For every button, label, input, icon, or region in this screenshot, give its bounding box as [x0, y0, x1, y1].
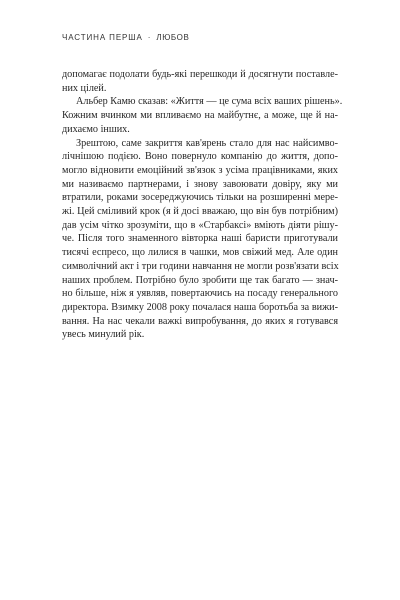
- text-line: но більше, ніж я уявляв, повертаючись на посаду генерального: [62, 288, 338, 300]
- text-line: Кожним вчинком ми впливаємо на майбутнє, а може, ще й на-: [62, 110, 338, 122]
- text-line: дав усім чітко зрозуміти, що в «Старбаксі» вміють діяти рішу-: [62, 219, 338, 231]
- running-head-chapter: ЛЮБОВ: [156, 33, 190, 42]
- text-line: че. Після того знаменного вівторка наші баристи приготували: [62, 233, 338, 245]
- text-line: жі. Цей сміливий крок (я й досі вважаю, що він був потрібним): [62, 206, 338, 218]
- paragraph-3: [62, 137, 338, 343]
- paragraph-2: [62, 95, 343, 136]
- text-line: наших проблем. Потрібно було зробити ще так багато — знач-: [62, 274, 338, 286]
- text-line: могло відновити емоційний зв'язок з усіма працівниками, яких: [62, 164, 338, 176]
- text-line: втратили, роками зосереджуючись тільки на розширенні мере-: [62, 192, 338, 204]
- text-line: ми називаємо партнерами, і знову завоювати довіру, яку ми: [62, 178, 338, 190]
- text-line: увесь минулий рік.: [62, 329, 145, 341]
- text-line: тисячі еспресо, що лилися в чашки, мов свіжий мед. Але один: [62, 247, 338, 259]
- text-line: вання. На нас чекали важкі випробування, до яких я готувався: [62, 315, 338, 327]
- text-line: директора. Взимку 2008 року почалася наша боротьба за вижи-: [62, 301, 338, 313]
- running-head: [62, 33, 189, 42]
- text-line: лічнішою подією. Воно повернуло компанію до життя, допо-: [62, 151, 338, 163]
- text-line: Зрештою, саме закриття кав'ярень стало для нас найсимво-: [76, 137, 338, 149]
- text-line: них цілей.: [62, 82, 107, 94]
- text-line: символічний акт і три години навчання не могли розв'язати всіх: [62, 260, 339, 272]
- text-line: Альбер Камю сказав: «Життя — це сума всіх ваших рішень».: [76, 96, 343, 108]
- paragraph-1: [62, 68, 338, 95]
- running-head-part: ЧАСТИНА ПЕРША: [62, 33, 143, 42]
- text-line: допомагає подолати будь-які перешкоди й досягнути поставле-: [62, 69, 338, 80]
- running-head-separator: ·: [147, 33, 152, 42]
- text-line: дихаємо інших.: [62, 123, 130, 135]
- body-text: [62, 68, 343, 342]
